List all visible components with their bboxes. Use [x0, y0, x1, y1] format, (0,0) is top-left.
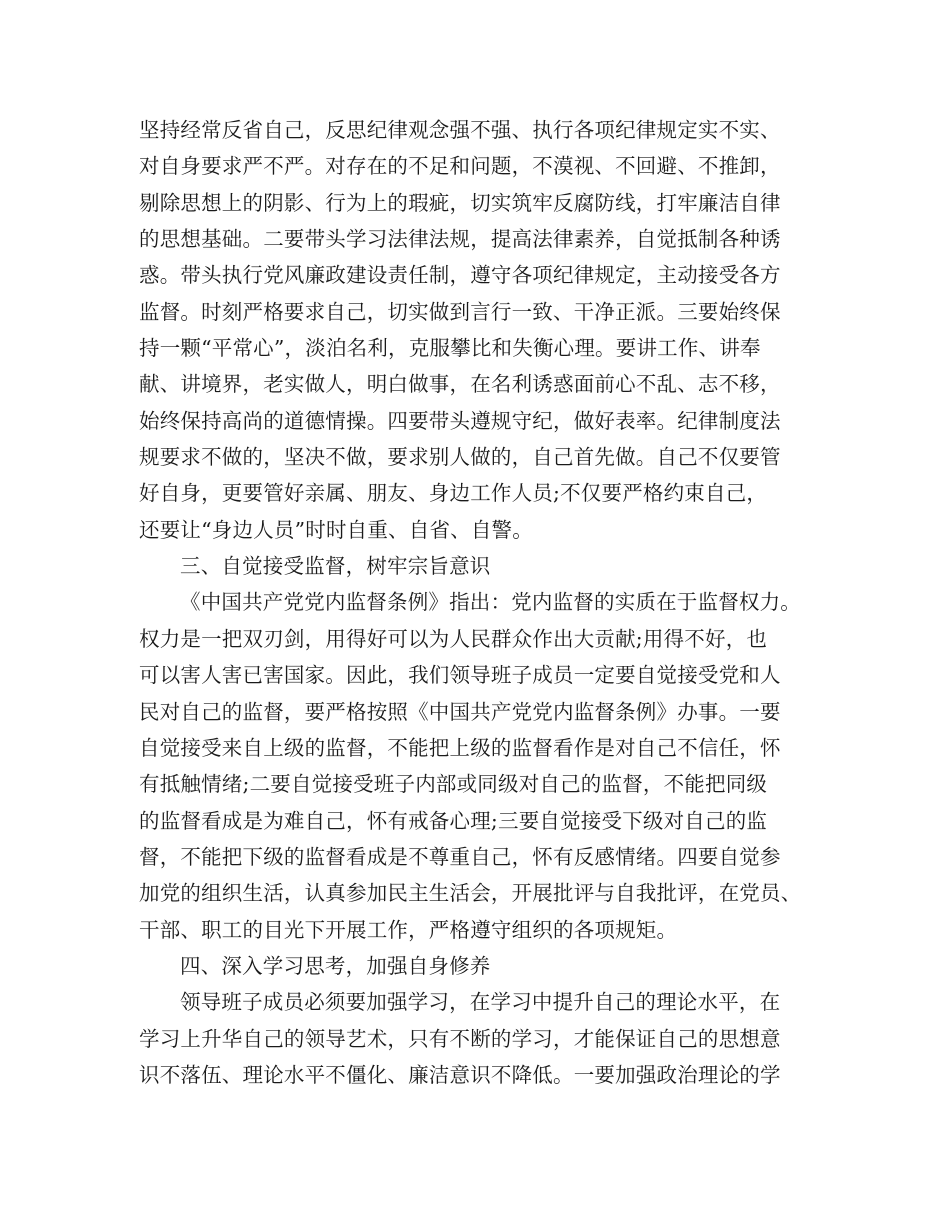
text-line: 好自身，更要管好亲属、朋友、身边工作人员;不仅要严格约束自己， [139, 481, 768, 506]
text-line: 识不落伍、理论水平不僵化、廉洁意识不降低。一要加强政治理论的学 [139, 1062, 781, 1087]
text-line: 始终保持高尚的道德情操。四要带头遵规守纪，做好表率。纪律制度法 [139, 408, 781, 433]
text-line: 学习上升华自己的领导艺术，只有不断的学习，才能保证自己的思想意 [139, 1026, 781, 1051]
text-line: 自觉接受来自上级的监督，不能把上级的监督看作是对自己不信任，怀 [139, 735, 781, 760]
document-body-text [139, 112, 829, 1093]
text-line: 的监督看成是为难自己，怀有戒备心理;三要自觉接受下级对自己的监 [139, 808, 768, 833]
text-line: 剔除思想上的阴影、行为上的瑕疵，切实筑牢反腐防线，打牢廉洁自律 [139, 190, 781, 215]
text-line: 持一颗“平常心”，淡泊名利，克服攀比和失衡心理。要讲工作、讲奉 [139, 336, 761, 361]
text-line: 干部、职工的目光下开展工作，严格遵守组织的各项规矩。 [139, 917, 678, 942]
text-line: 领导班子成员必须要加强学习，在学习中提升自己的理论水平，在 [180, 990, 781, 1015]
text-line: 监督。时刻严格要求自己，切实做到言行一致、干净正派。三要始终保 [139, 299, 781, 324]
text-line: 对自身要求严不严。对存在的不足和问题，不漠视、不回避、不推卸， [139, 154, 781, 179]
text-line: 还要让“身边人员”时时自重、自省、自警。 [139, 517, 533, 542]
text-line: 权力是一把双刃剑，用得好可以为人民群众作出大贡献;用得不好，也 [139, 626, 768, 651]
text-line: 加党的组织生活，认真参加民主生活会，开展批评与自我批评，在党员、 [139, 881, 802, 906]
text-line: 惑。带头执行党风廉政建设责任制，遵守各项纪律规定，主动接受各方 [139, 263, 781, 288]
text-line: 督，不能把下级的监督看成是不尊重自己，怀有反感情绪。四要自觉参 [139, 844, 781, 869]
text-line: 有抵触情绪;二要自觉接受班子内部或同级对自己的监督，不能把同级 [139, 772, 768, 797]
text-line: 坚持经常反省自己，反思纪律观念强不强、执行各项纪律规定实不实、 [139, 118, 781, 142]
text-line: 的思想基础。二要带头学习法律法规，提高法律素养，自觉抵制各种诱 [139, 227, 781, 252]
text-line: 可以害人害已害国家。因此，我们领导班子成员一定要自觉接受党和人 [139, 663, 781, 688]
text-line: 民对自己的监督，要严格按照《中国共产党党内监督条例》办事。一要 [139, 699, 781, 724]
text-line: 四、深入学习思考，加强自身修养 [180, 953, 491, 978]
text-line: 三、自觉接受监督，树牢宗旨意识 [180, 554, 491, 579]
text-line: 《中国共产党党内监督条例》指出：党内监督的实质在于监督权力。 [180, 590, 801, 615]
text-line: 规要求不做的，坚决不做，要求别人做的，自己首先做。自己不仅要管 [139, 445, 781, 470]
text-line: 献、讲境界，老实做人，明白做事，在名利诱惑面前心不乱、志不移， [139, 372, 781, 397]
